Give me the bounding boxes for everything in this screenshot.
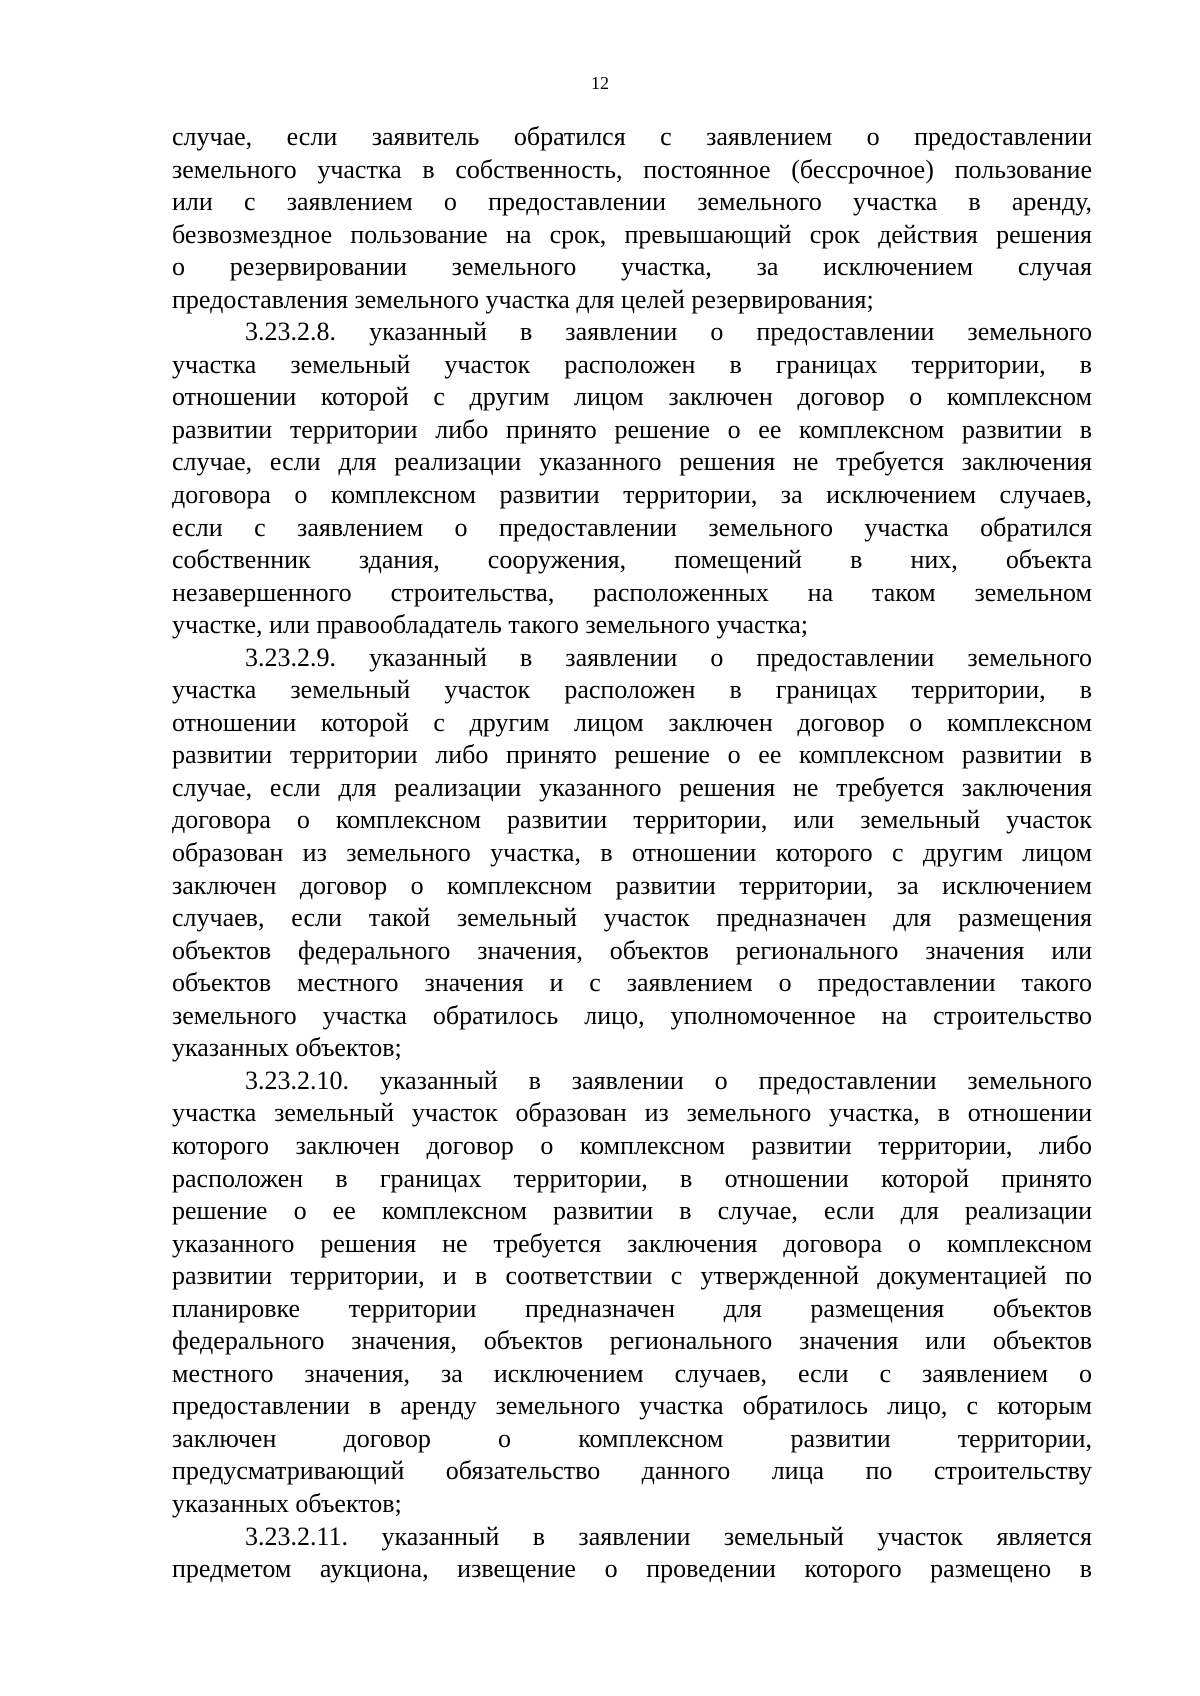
page-number: 12 <box>591 73 609 93</box>
text-line: безвозмездное пользование на срок, превышающий срок действия решения <box>172 219 1092 249</box>
text-line: заключен договор о комплексном развитии территории, <box>172 1423 1092 1453</box>
text-line: местного значения, за исключением случаев, если с заявлением о <box>172 1358 1092 1388</box>
text-line: указанных объектов; <box>172 1033 402 1063</box>
text-line: участке, или правообладатель такого земельного участка; <box>172 610 808 640</box>
document-body-text <box>172 121 1092 1586</box>
text-line: случае, если для реализации указанного решения не требуется заключения <box>172 447 1092 477</box>
text-line: земельного участка в собственность, постоянное (бессрочное) пользование <box>172 154 1092 184</box>
text-line: которого заключен договор о комплексном развитии территории, либо <box>172 1130 1092 1160</box>
text-line: незавершенного строительства, расположенных на таком земельном <box>172 577 1092 607</box>
text-line: развитии территории либо принято решение о ее комплексном развитии в <box>172 414 1092 444</box>
text-line: объектов федерального значения, объектов регионального значения или <box>172 935 1092 965</box>
text-line: решение о ее комплексном развитии в случае, если для реализации <box>172 1196 1092 1226</box>
text-line: случае, если для реализации указанного решения не требуется заключения <box>172 772 1092 802</box>
text-line: образован из земельного участка, в отношении которого с другим лицом <box>172 838 1092 868</box>
text-line: отношении которой с другим лицом заключен договор о комплексном <box>172 382 1092 412</box>
text-line: участка земельный участок расположен в границах территории, в <box>172 675 1092 705</box>
text-line: расположен в границах территории, в отношении которой принято <box>172 1163 1092 1193</box>
text-line: договора о комплексном развитии территории, или земельный участок <box>172 805 1092 835</box>
text-line: земельного участка обратилось лицо, уполномоченное на строительство <box>172 1000 1092 1030</box>
text-line: 3.23.2.10. указанный в заявлении о предоставлении земельного <box>245 1065 1092 1095</box>
text-line: 3.23.2.11. указанный в заявлении земельный участок является <box>245 1521 1092 1551</box>
text-line: случаев, если такой земельный участок предназначен для размещения <box>172 903 1092 933</box>
text-line: развитии территории либо принято решение о ее комплексном развитии в <box>172 740 1092 770</box>
text-line: развитии территории, и в соответствии с утвержденной документацией по <box>172 1261 1092 1291</box>
text-line: случае, если заявитель обратился с заявлением о предоставлении <box>172 122 1092 151</box>
text-line: о резервировании земельного участка, за исключением случая <box>172 252 1092 282</box>
text-line: указанного решения не требуется заключения договора о комплексном <box>172 1228 1092 1258</box>
text-line: предусматривающий обязательство данного лица по строительству <box>172 1456 1092 1486</box>
text-line: 3.23.2.9. указанный в заявлении о предоставлении земельного <box>245 642 1092 672</box>
text-line: предоставлении в аренду земельного участка обратилось лицо, с которым <box>172 1391 1092 1421</box>
text-line: участка земельный участок образован из земельного участка, в отношении <box>172 1098 1092 1128</box>
text-line: объектов местного значения и с заявлением о предоставлении такого <box>172 968 1092 998</box>
text-line: договора о комплексном развитии территории, за исключением случаев, <box>172 480 1092 510</box>
text-line: или с заявлением о предоставлении земельного участка в аренду, <box>172 187 1092 217</box>
text-line: собственник здания, сооружения, помещений в них, объекта <box>172 545 1092 575</box>
text-line: предметом аукциона, извещение о проведении которого размещено в <box>172 1554 1092 1584</box>
text-line: участка земельный участок расположен в границах территории, в <box>172 349 1092 379</box>
text-line: планировке территории предназначен для размещения объектов <box>172 1293 1092 1323</box>
text-line: 3.23.2.8. указанный в заявлении о предоставлении земельного <box>245 317 1092 347</box>
text-line: отношении которой с другим лицом заключен договор о комплексном <box>172 707 1092 737</box>
text-line: указанных объектов; <box>172 1488 402 1518</box>
text-line: заключен договор о комплексном развитии территории, за исключением <box>172 870 1092 900</box>
text-line: федерального значения, объектов регионального значения или объектов <box>172 1326 1092 1356</box>
text-line: предоставления земельного участка для целей резервирования; <box>172 284 874 314</box>
text-line: если с заявлением о предоставлении земельного участка обратился <box>172 512 1092 542</box>
